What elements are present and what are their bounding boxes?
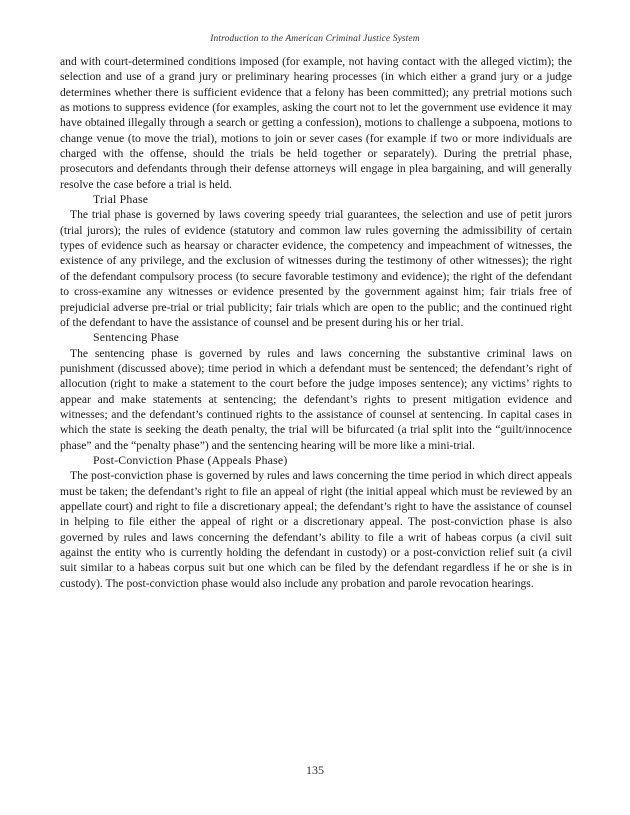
section-paragraph-trial-phase: The trial phase is governed by laws covering speedy trial guarantees, the selection and use of petit jurors (trial jurors); the rules of evidence (statutory and common law rules governing the admissibility of certain types of evidence such as hearsay or character evidence, the competency and impeachment of witnesses, the existence of any privilege, and the exclusion of witnesses during the testimony of other witnesses); the right of the defendant compulsory process (to secure favorable testimony and evidence); the right of the defendant to cross-examine any witnesses or evidence presented by the government against him; fair trials free of prejudicial adverse pre-trial or trial publicity; fair trials which are open to the public; and the continued right of the defendant to have the assistance of counsel and be present during his or her trial. bbox=[60, 208, 572, 329]
section-paragraph-post-conviction-phase: The post-conviction phase is governed by rules and laws concerning the time period in which direct appeals must be taken; the defendant’s right to file an appeal of right (the initial appeal which must be reviewed by an appellate court) and right to file a discretionary appeal; the defendant’s right to have the assistance of counsel in helping to file either the appeal of right or a discretionary appeal. The post-conviction phase is also governed by rules and laws concerning the defendant’s ability to file a writ of habeas corpus (a civil suit against the entity who is currently holding the defendant in custody) or a post-conviction relief suit (a civil suit similar to a habeas corpus suit but one which can be filed by the defendant regardless if he or she is in custody). The post-conviction phase would also include any probation and parole revocation hearings. bbox=[60, 469, 572, 590]
section-heading-sentencing-phase: Sentencing Phase bbox=[93, 330, 180, 345]
section-heading-trial-phase: Trial Phase bbox=[93, 192, 149, 207]
section-paragraph-sentencing-phase: The sentencing phase is governed by rules and laws concerning the substantive criminal laws on punishment (discussed above); time period in which a defendant must be sentenced; the defendant’s right of allocution (right to make a statement to the court before the judge imposes sentence); any victims’ rights to appear and make statements at sentencing; the defendant’s rights to present mitigation evidence and witnesses; and the defendant’s continued rights to the assistance of counsel at sentencing. In capital cases in which the state is seeking the death penalty, the trial will be bifurcated (a trial split into the “guilt/innocence phase” and the “penalty phase”) and the sentencing hearing will be more like a mini-trial. bbox=[60, 346, 572, 452]
section-heading-post-conviction-phase: Post-Conviction Phase (Appeals Phase) bbox=[93, 452, 288, 467]
page-number: 135 bbox=[306, 763, 324, 777]
page-body bbox=[60, 54, 572, 591]
running-header: Introduction to the American Criminal Justice System bbox=[210, 34, 420, 44]
intro-paragraph: and with court-determined conditions imposed (for example, not having contact with the alleged victim); the selection and use of a grand jury or preliminary hearing processes (in which either a grand jury or a judge determines whether there is sufficient evidence that a felony has been committed); any pretrial motions such as motions to suppress evidence (for examples, asking the court not to let the government use evidence it may have obtained illegally through a search or getting a confession), motions to challenge a subpoena, motions to change venue (to move the trial), motions to join or sever cases (for example if two or more individuals are charged with the offense, should the trials be held together or separately). During the pretrial phase, prosecutors and defendants through their defense attorneys will engage in plea bargaining, and will generally resolve the case before a trial is held. bbox=[60, 55, 572, 191]
